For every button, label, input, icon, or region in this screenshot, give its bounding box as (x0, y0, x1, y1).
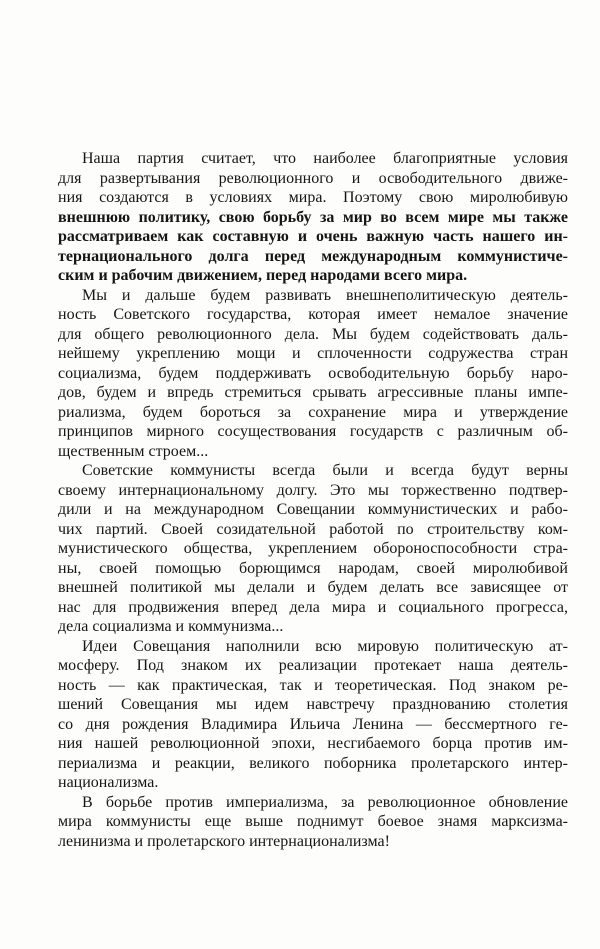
text-line: мунистического общества, укреплением обороноспособности стра- (58, 540, 568, 557)
text-line: мира коммунисты еще выше поднимут боевое знамя марксизма- (58, 813, 568, 830)
text-line: для общего революционного дела. Мы будем содействовать даль- (58, 325, 568, 343)
text-line: принципов мирного сосуществования государств с различным об- (58, 423, 568, 440)
text-line: со дня рождения Владимира Ильича Ленина — бессмертного ге- (58, 715, 568, 733)
paragraph (58, 637, 568, 793)
paragraph (58, 286, 568, 462)
text-line: для развертывания революционного и освободительного движе- (58, 169, 568, 187)
text-line: внешней политикой мы делали и будем делать все зависящее от (58, 579, 568, 596)
text-line: внешнюю политику, свою борьбу за мир во всем мире мы также (58, 208, 568, 226)
text-line: национализма. (58, 774, 159, 791)
text-line: шений Совещания мы идем навстречу празднованию столетия (58, 696, 568, 713)
text-line: мосферу. Под знаком их реализации протекает наша деятель- (58, 657, 568, 674)
text-line: нас для продвижения вперед дела мира и социального прогресса, (58, 598, 568, 616)
text-line: своему интернациональному долгу. Это мы торжественно подтвер- (58, 481, 568, 499)
text-line: ны, своей помощью борющимся народам, своей миролюбивой (58, 559, 568, 577)
text-line: ния создаются в условиях мира. Поэтому свою миролюбивую (58, 189, 568, 206)
text-line: Мы и дальше будем развивать внешнеполитическую деятель- (82, 286, 568, 304)
text-line: рассматриваем как составную и очень важную часть нашего ин- (58, 228, 568, 245)
text-line: Идеи Совещания наполнили всю мировую политическую ат- (82, 637, 568, 655)
text-line: В борьбе против империализма, за революционное обновление (82, 793, 568, 811)
text-line: нейшему укреплению мощи и сплоченности содружества стран (58, 345, 568, 362)
text-line: риализма, будем бороться за сохранение мира и утверждение (58, 403, 568, 421)
text-line: дили и на международном Совещании коммунистических и рабо- (58, 501, 568, 518)
paragraph (58, 461, 568, 637)
text-line: Советские коммунисты всегда были и всегда будут верны (82, 462, 568, 479)
text-line: дела социализма и коммунизма... (58, 618, 284, 635)
text-line: периализма и реакции, великого поборника пролетарского интер- (58, 754, 568, 772)
text-line: ность — как практическая, так и теоретическая. Под знаком ре- (58, 676, 568, 694)
body-text (58, 149, 568, 851)
text-line: ленинизма и пролетарского интернационализма! (58, 832, 390, 850)
text-line: ским и рабочим движением, перед народами всего мира. (58, 267, 468, 284)
text-line: дов, будем и впредь стремиться срывать агрессивные планы импе- (58, 384, 568, 401)
text-line: ния нашей революционной эпохи, несгибаемого борца против им- (58, 735, 568, 752)
text-line: Наша партия считает, что наиболее благоприятные условия (82, 150, 568, 167)
text-line: щественным строем... (58, 442, 209, 460)
paragraph (58, 149, 568, 286)
text-line: ность Советского государства, которая имеет немалое значение (58, 306, 568, 323)
text-line: чих партий. Своей созидательной работой по строительству ком- (58, 520, 568, 538)
paragraph (58, 793, 568, 852)
text-line: социализма, будем поддерживать освободительную борьбу наро- (58, 364, 568, 382)
text-line: тернационального долга перед международным коммунистиче- (58, 247, 568, 265)
